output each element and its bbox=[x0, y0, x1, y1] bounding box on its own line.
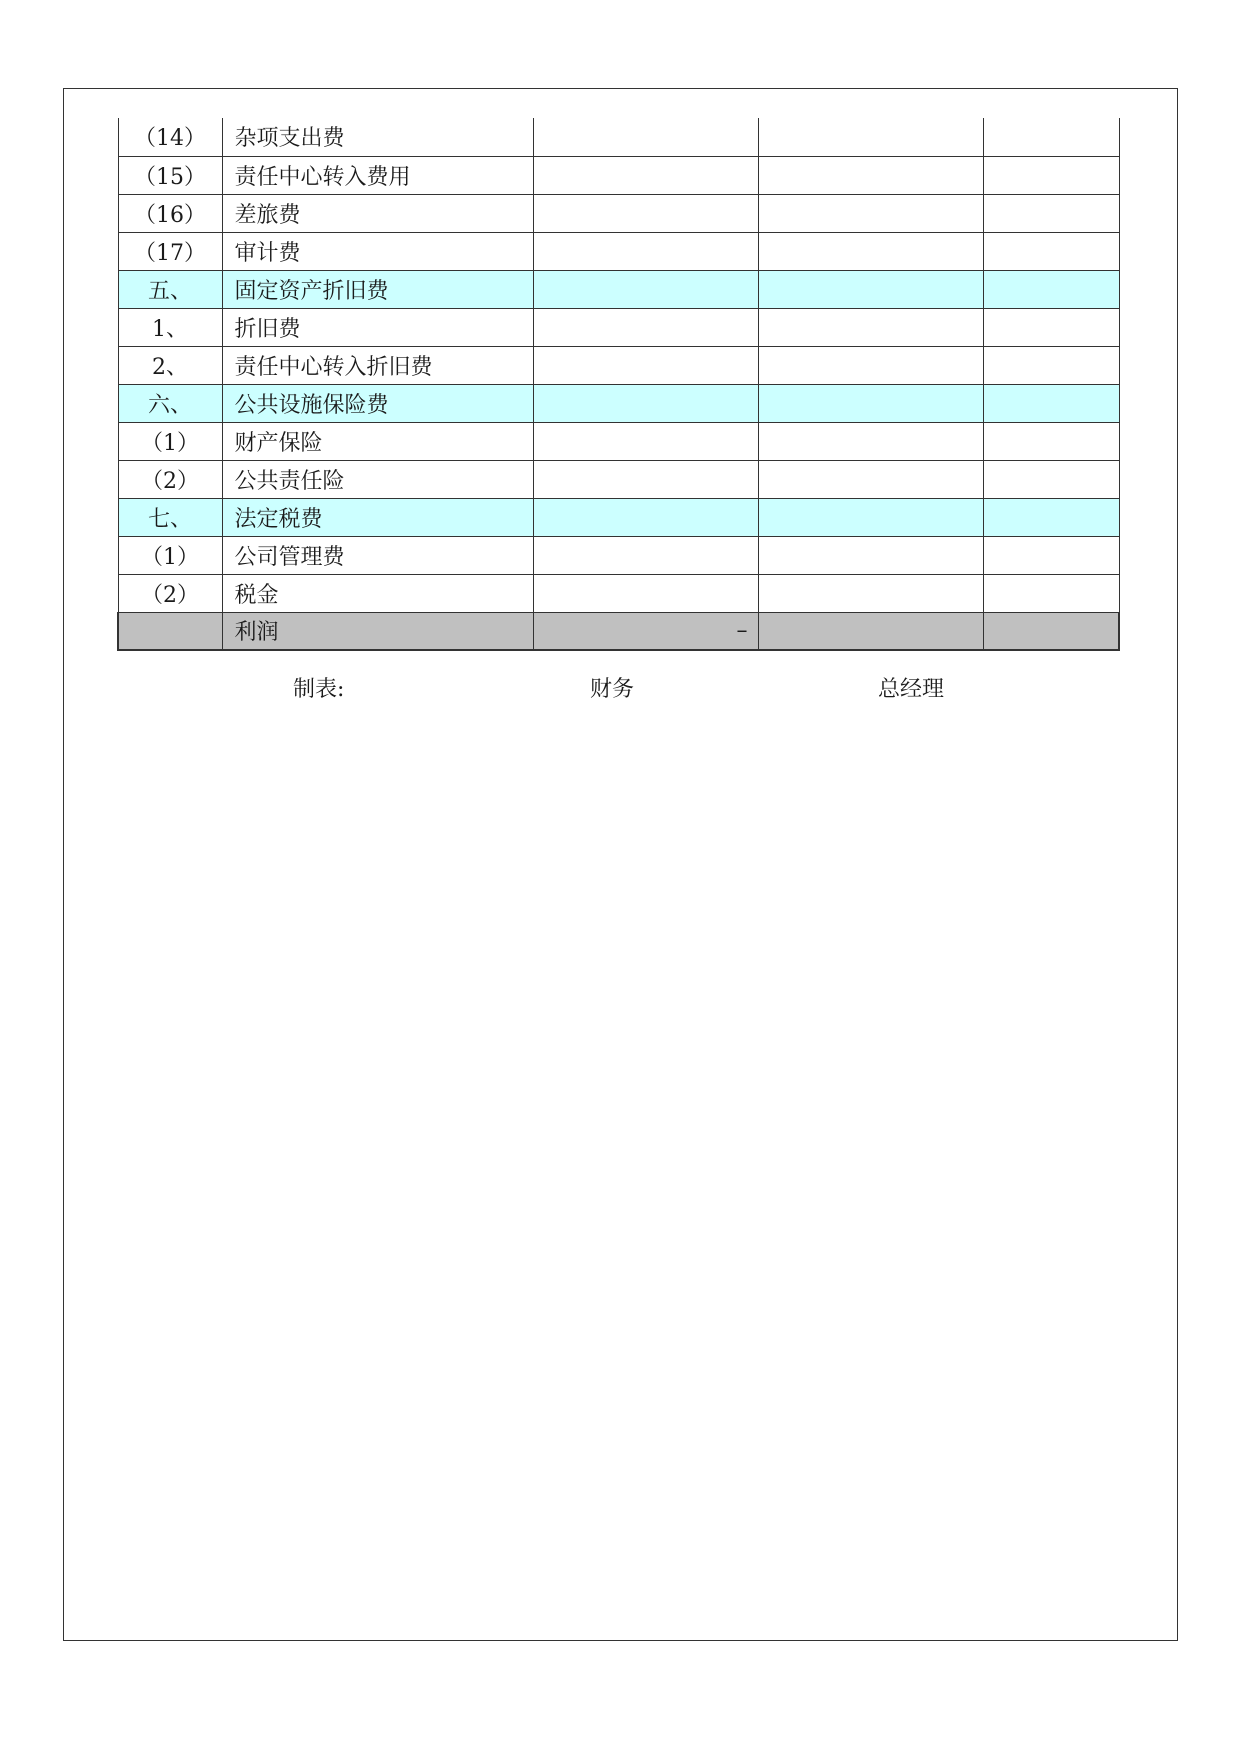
row-number-cell: （1） bbox=[118, 422, 222, 460]
value-cell-2 bbox=[758, 384, 983, 422]
preparer-label: 制表: bbox=[293, 677, 345, 702]
signature-row bbox=[117, 672, 1118, 702]
value-cell-2 bbox=[758, 346, 983, 384]
row-number-cell: 六、 bbox=[118, 384, 222, 422]
row-name-cell: 税金 bbox=[222, 574, 533, 612]
row-name-cell: 公共责任险 bbox=[222, 460, 533, 498]
table-row bbox=[118, 536, 1119, 574]
value-cell-1 bbox=[533, 422, 758, 460]
value-cell-3 bbox=[983, 384, 1119, 422]
value-cell-3 bbox=[983, 460, 1119, 498]
table-row bbox=[118, 156, 1119, 194]
value-cell-1 bbox=[533, 346, 758, 384]
row-number-cell: 1、 bbox=[118, 308, 222, 346]
value-cell-3 bbox=[983, 156, 1119, 194]
row-name-cell: 审计费 bbox=[222, 232, 533, 270]
value-cell-3 bbox=[983, 574, 1119, 612]
row-number-cell: （1） bbox=[118, 536, 222, 574]
value-cell-2 bbox=[758, 270, 983, 308]
value-cell-3 bbox=[983, 308, 1119, 346]
row-number-cell: （15） bbox=[118, 156, 222, 194]
row-number-cell bbox=[118, 612, 222, 650]
value-cell-1 bbox=[533, 308, 758, 346]
budget-table bbox=[117, 118, 1120, 651]
row-name-cell: 折旧费 bbox=[222, 308, 533, 346]
row-name-cell: 责任中心转入费用 bbox=[222, 156, 533, 194]
value-cell-2 bbox=[758, 498, 983, 536]
value-cell-3 bbox=[983, 422, 1119, 460]
row-number-cell: 2、 bbox=[118, 346, 222, 384]
value-cell-1 bbox=[533, 498, 758, 536]
section-row bbox=[118, 498, 1119, 536]
row-number-cell: （2） bbox=[118, 574, 222, 612]
row-name-cell: 杂项支出费 bbox=[222, 118, 533, 156]
row-name-cell: 法定税费 bbox=[222, 498, 533, 536]
value-cell-2 bbox=[758, 422, 983, 460]
value-cell-1 bbox=[533, 384, 758, 422]
row-number-cell: 五、 bbox=[118, 270, 222, 308]
value-cell-2 bbox=[758, 156, 983, 194]
table-row bbox=[118, 460, 1119, 498]
value-cell-1 bbox=[533, 574, 758, 612]
row-name-cell: 利润 bbox=[222, 612, 533, 650]
row-number-cell: （2） bbox=[118, 460, 222, 498]
value-cell-1 bbox=[533, 118, 758, 156]
value-cell-1 bbox=[533, 536, 758, 574]
table-row bbox=[118, 346, 1119, 384]
row-name-cell: 固定资产折旧费 bbox=[222, 270, 533, 308]
value-cell-2 bbox=[758, 460, 983, 498]
table-row bbox=[118, 574, 1119, 612]
value-cell-2 bbox=[758, 536, 983, 574]
table-row bbox=[118, 422, 1119, 460]
value-cell-3 bbox=[983, 232, 1119, 270]
value-cell-3 bbox=[983, 498, 1119, 536]
row-name-cell: 公共设施保险费 bbox=[222, 384, 533, 422]
value-cell-2 bbox=[758, 194, 983, 232]
value-cell-1: – bbox=[533, 612, 758, 650]
table-row bbox=[118, 194, 1119, 232]
value-cell-3 bbox=[983, 612, 1119, 650]
value-cell-3 bbox=[983, 270, 1119, 308]
value-cell-3 bbox=[983, 194, 1119, 232]
section-row bbox=[118, 270, 1119, 308]
value-cell-1 bbox=[533, 194, 758, 232]
value-cell-2 bbox=[758, 612, 983, 650]
table-body bbox=[118, 118, 1119, 650]
row-name-cell: 责任中心转入折旧费 bbox=[222, 346, 533, 384]
manager-label: 总经理 bbox=[878, 677, 945, 702]
table-row bbox=[118, 232, 1119, 270]
table-row bbox=[118, 118, 1119, 156]
row-number-cell: （16） bbox=[118, 194, 222, 232]
value-cell-2 bbox=[758, 232, 983, 270]
value-cell-1 bbox=[533, 156, 758, 194]
section-row bbox=[118, 384, 1119, 422]
row-name-cell: 公司管理费 bbox=[222, 536, 533, 574]
row-name-cell: 差旅费 bbox=[222, 194, 533, 232]
row-number-cell: （14） bbox=[118, 118, 222, 156]
value-cell-1 bbox=[533, 270, 758, 308]
row-number-cell: 七、 bbox=[118, 498, 222, 536]
value-cell-2 bbox=[758, 574, 983, 612]
row-name-cell: 财产保险 bbox=[222, 422, 533, 460]
value-cell-3 bbox=[983, 118, 1119, 156]
value-cell-3 bbox=[983, 346, 1119, 384]
value-cell-1 bbox=[533, 232, 758, 270]
profit-row bbox=[118, 612, 1119, 650]
value-cell-2 bbox=[758, 308, 983, 346]
value-cell-3 bbox=[983, 536, 1119, 574]
table-row bbox=[118, 308, 1119, 346]
finance-label: 财务 bbox=[590, 677, 635, 702]
value-cell-2 bbox=[758, 118, 983, 156]
row-number-cell: （17） bbox=[118, 232, 222, 270]
value-cell-1 bbox=[533, 460, 758, 498]
